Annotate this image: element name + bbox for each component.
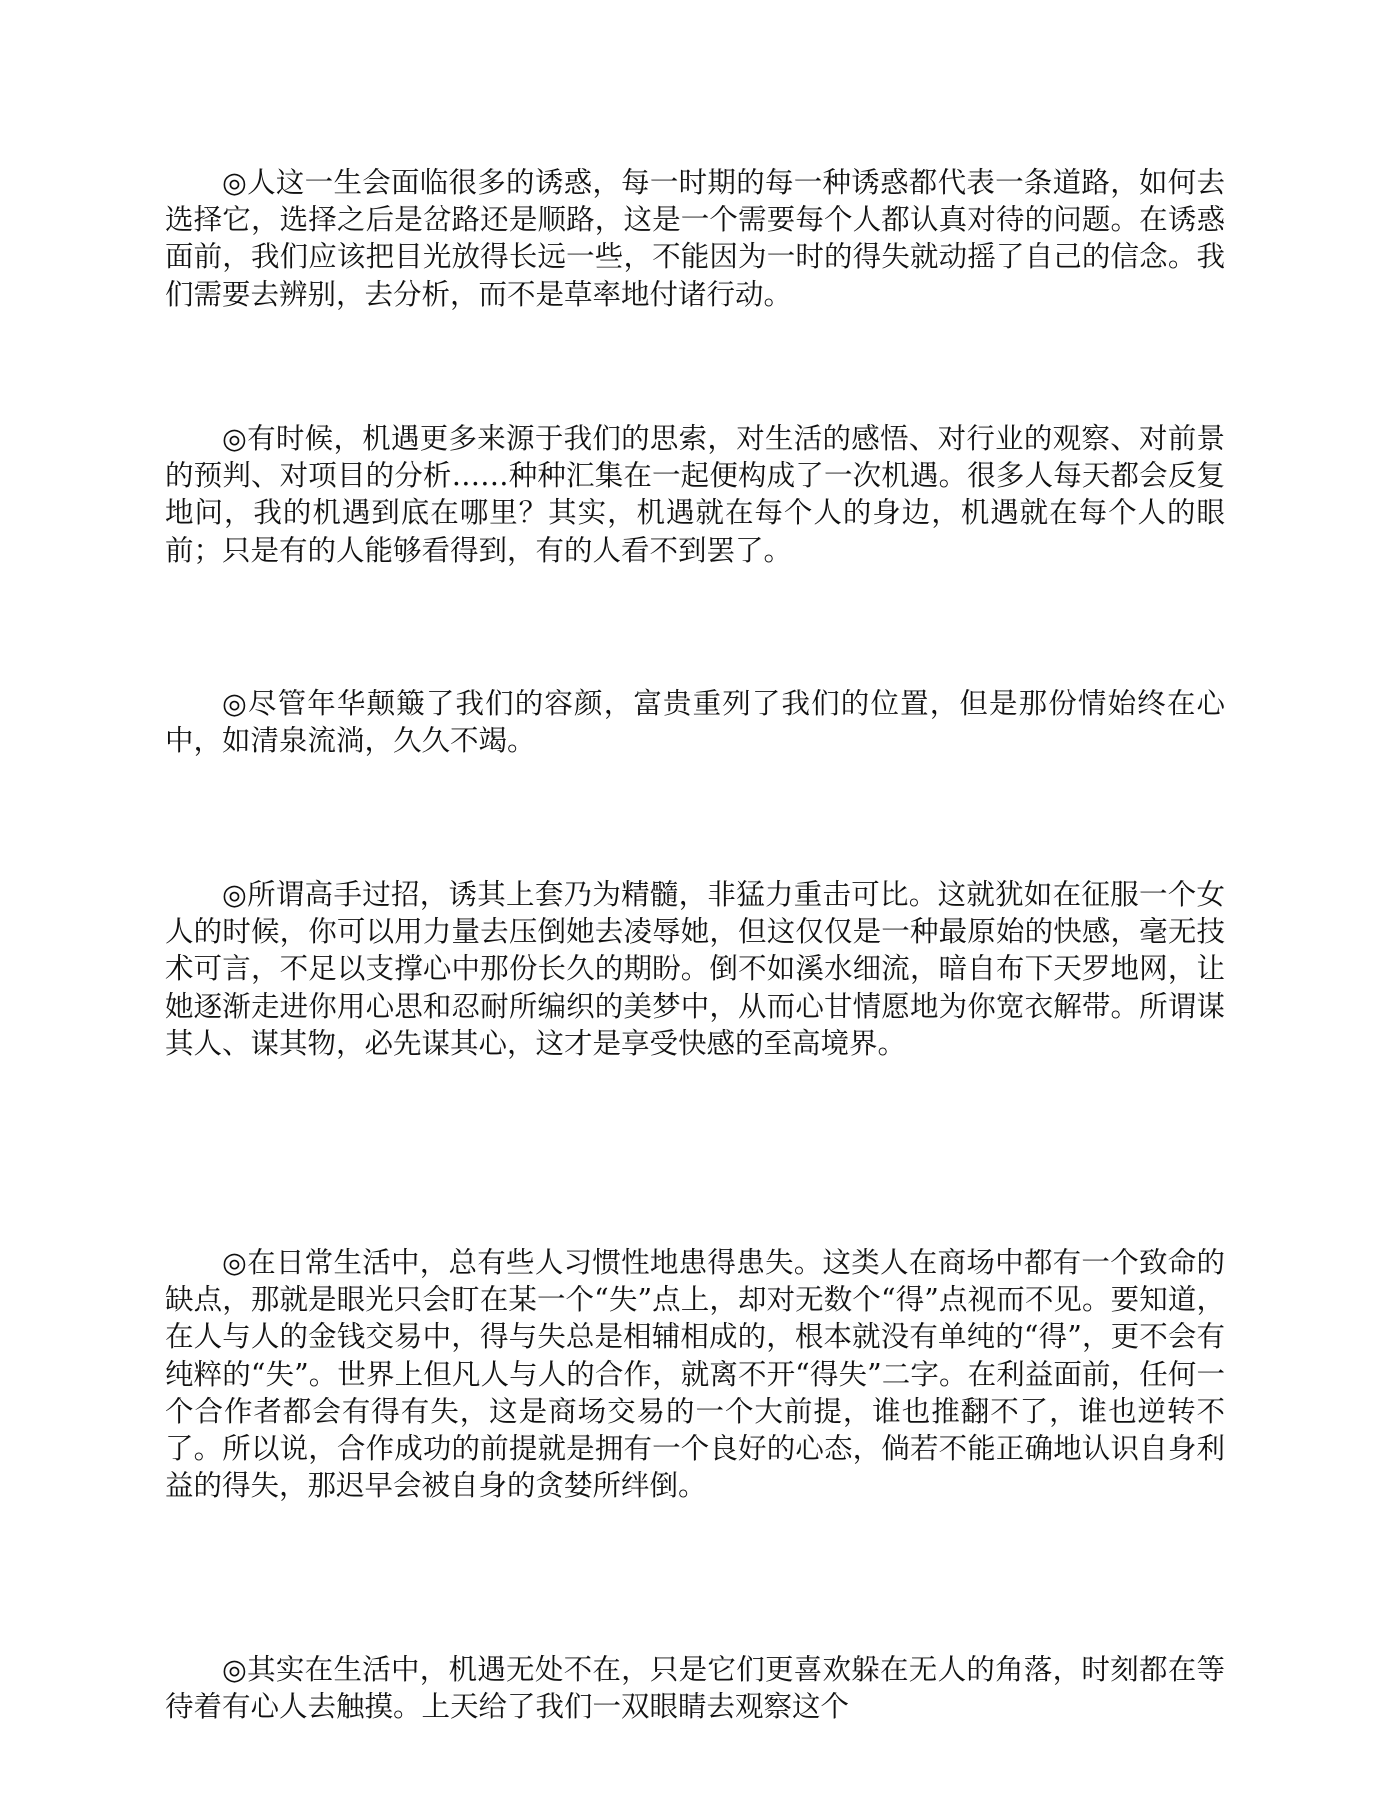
paragraph-friendship: ◎尽管年华颠簸了我们的容颜，富贵重列了我们的位置，但是那份情始终在心中，如清泉流淌，久久不竭。 [165, 687, 1225, 758]
paragraph-gain-and-loss: ◎在日常生活中，总有些人习惯性地患得患失。这类人在商场中都有一个致命的缺点，那就是眼光只会盯在某一个“失”点上，却对无数个“得”点视而不见。要知道，在人与人的金钱交易中，得与失总是相辅相成的，根本就没有单纯的“得”，更不会有纯粹的“失”。世界上但凡人与人的合作，就离不开“得失”二字。在利益面前，任何一个合作者都会有得有失，这是商场交易的一个大前提，谁也推翻不了，谁也逆转不了。所以说，合作成功的前提就是拥有一个良好的心态，倘若不能正确地认识自身利益的得失，那迟早会被自身的贪婪所绊倒。 [165, 1246, 1225, 1503]
paragraph-opportunity-everywhere: ◎其实在生活中，机遇无处不在，只是它们更喜欢躲在无人的角落，时刻都在等待着有心人去触摸。上天给了我们一双眼睛去观察这个 [165, 1653, 1225, 1724]
paragraph-temptation: ◎人这一生会面临很多的诱惑，每一时期的每一种诱惑都代表一条道路，如何去选择它，选择之后是岔路还是顺路，这是一个需要每个人都认真对待的问题。在诱惑面前，我们应该把目光放得长远一些，不能因为一时的得失就动摇了自己的信念。我们需要去辨别，去分析，而不是草率地付诸行动。 [165, 166, 1225, 311]
paragraph-opportunity-reflection: ◎有时候，机遇更多来源于我们的思索，对生活的感悟、对行业的观察、对前景的预判、对项目的分析……种种汇集在一起便构成了一次机遇。很多人每天都会反复地问，我的机遇到底在哪里？其实，机遇就在每个人的身边，机遇就在每个人的眼前；只是有的人能够看得到，有的人看不到罢了。 [165, 422, 1225, 567]
paragraph-master-strategy: ◎所谓高手过招，诱其上套乃为精髓，非猛力重击可比。这就犹如在征服一个女人的时候，你可以用力量去压倒她去凌辱她，但这仅仅是一种最原始的快感，毫无技术可言，不足以支撑心中那份长久的期盼。倒不如溪水细流，暗自布下天罗地网，让她逐渐走进你用心思和忍耐所编织的美梦中，从而心甘情愿地为你宽衣解带。所谓谋其人、谋其物，必先谋其心，这才是享受快感的至高境界。 [165, 878, 1225, 1060]
